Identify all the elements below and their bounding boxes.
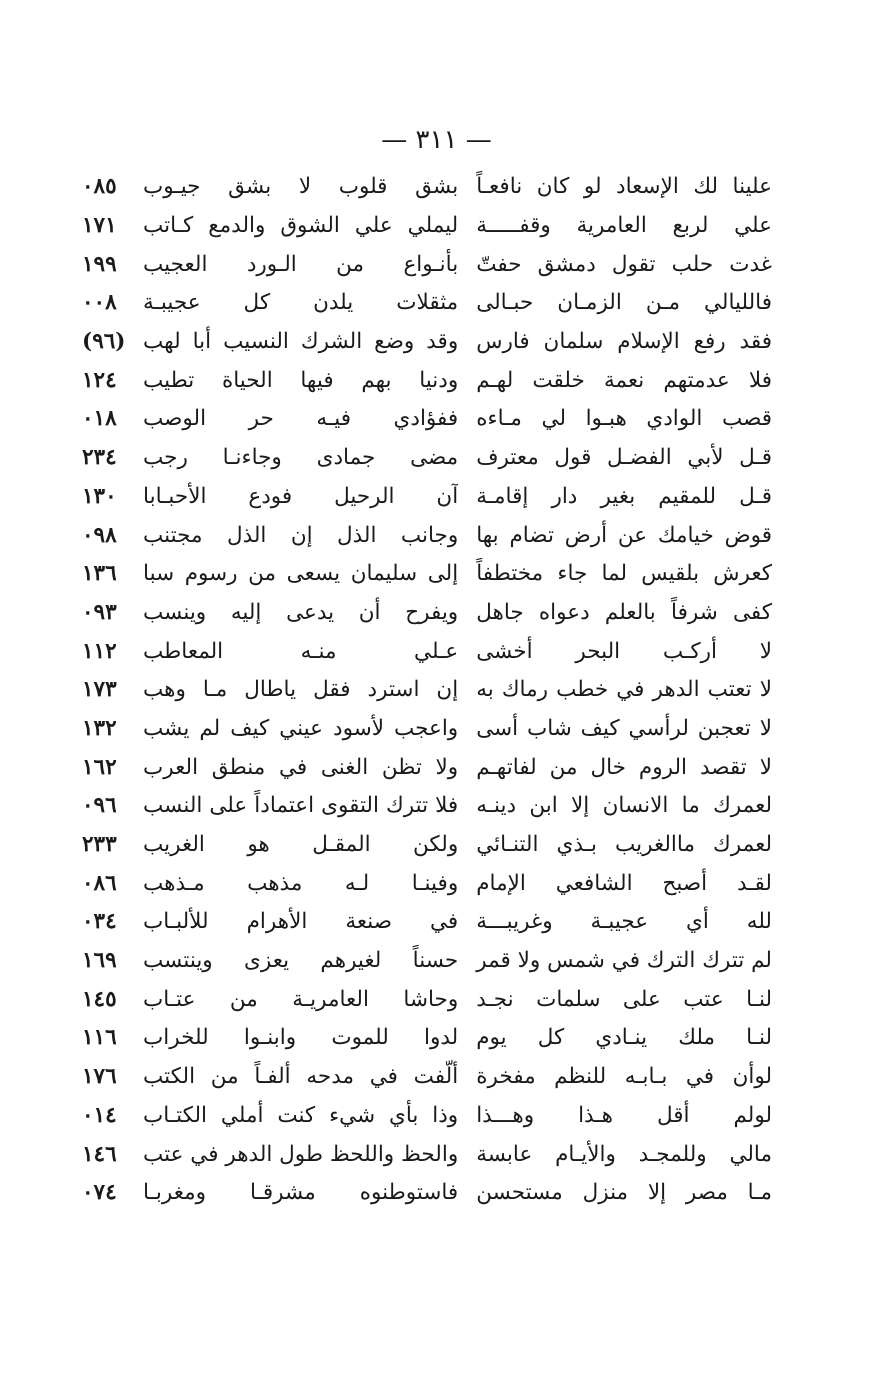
verse-entry [82, 555, 772, 594]
page-reference: ١٤٦ [82, 1141, 117, 1167]
second-hemistich: إن استرد فقل ياطال مـا وهب [143, 677, 459, 703]
page-reference: ١٢٤ [82, 367, 117, 393]
verse-entry [82, 400, 772, 439]
second-hemistich: ففؤادي فيـه حر الوصب [143, 406, 459, 432]
page-reference: ٢٣٣ [82, 832, 117, 858]
first-hemistich: لا أركـب البحر أخشى [476, 638, 772, 664]
verse-entry [82, 207, 772, 246]
verse-entry [82, 594, 772, 633]
second-hemistich: وحاشا العامريـة من عتـاب [143, 986, 459, 1012]
second-hemistich: ألّفت في مدحه ألفـاً من الكتب [143, 1064, 459, 1090]
first-hemistich: قـل للمقيم بغير دار إقامـة [476, 483, 772, 509]
page-number: — ٣١١ — [381, 125, 492, 155]
first-hemistich: لله أي عجيبـة وغريبـــة [476, 909, 772, 935]
first-hemistich: لوأن في بـابـه للنظم مفخرة [476, 1064, 772, 1090]
second-hemistich: عـلي منـه المعاطب [143, 638, 459, 664]
verse-entry [82, 439, 772, 478]
page-reference: ١١٢ [82, 638, 117, 664]
verse-entry [82, 284, 772, 323]
second-hemistich: مثقلات يلدن كل عجيبـة [143, 290, 459, 316]
verse-entry [82, 826, 772, 865]
verse-entry [82, 864, 772, 903]
first-hemistich: علي لربع العامرية وقفـــــة [476, 213, 772, 239]
second-hemistich: فلا تترك التقوى اعتماداً على النسب [143, 793, 459, 819]
verse-entry [82, 245, 772, 284]
first-hemistich: كفى شرفاً بالعلم دعواه جاهل [476, 599, 772, 625]
first-hemistich: فالليالي مـن الزمـان حبـالى [476, 290, 772, 316]
second-hemistich: ولكن المقـل هو الغريب [143, 832, 459, 858]
verse-entry [82, 516, 772, 555]
verse-entry [82, 1174, 772, 1213]
page-reference: ١١٦ [82, 1025, 117, 1051]
page-reference: ٠٩٨ [82, 522, 117, 548]
page-reference: ١٧٣ [82, 677, 117, 703]
second-hemistich: ويفرح أن يدعى إليه وينسب [143, 599, 459, 625]
page-reference: ٢٣٤ [82, 445, 117, 471]
second-hemistich: وذا بأي شيء كنت أملي الكتـاب [143, 1102, 459, 1128]
page-reference: ١٤٥ [82, 986, 117, 1012]
page-reference: ٠١٨ [82, 406, 117, 432]
page-reference: ١٣٦ [82, 561, 117, 587]
second-hemistich: وقد وضع الشرك النسيب أبا لهب [143, 329, 459, 355]
first-hemistich: لا تعجبن لرأسي كيف شاب أسى [476, 715, 772, 741]
page-reference: ١٧٦ [82, 1064, 117, 1090]
second-hemistich: آن الرحيل فودع الأحبـابا [143, 483, 459, 509]
first-hemistich: قصب الوادي هبـوا لي مـاءه [476, 406, 772, 432]
verse-entry [82, 748, 772, 787]
first-hemistich: قوض خيامك عن أرض تضام بها [476, 522, 772, 548]
verse-entry [82, 1019, 772, 1058]
verse-entry [82, 980, 772, 1019]
page-reference: ٠٨٦ [82, 870, 117, 896]
first-hemistich: لعمرك ماالغريب بـذي التنـائي [476, 832, 772, 858]
page-reference: ١٦٩ [82, 948, 117, 974]
verse-entry [82, 632, 772, 671]
second-hemistich: والحظ واللحظ طول الدهر في عتب [143, 1141, 459, 1167]
second-hemistich: فاستوطنوه مشرقـا ومغربـا [143, 1180, 459, 1206]
page-reference: ٠٣٤ [82, 909, 117, 935]
verse-entry [82, 168, 772, 207]
verse-entry [82, 478, 772, 517]
page-reference: ١٧١ [82, 213, 117, 239]
first-hemistich: مالي وللمجـد والأيـام عابسة [476, 1141, 772, 1167]
page-reference: (٩٦) [82, 329, 126, 355]
second-hemistich: لدوا للموت وابنـوا للخراب [143, 1025, 459, 1051]
verse-index-table [82, 168, 772, 1213]
page-reference: ٠١٤ [82, 1102, 117, 1128]
verse-index-body [82, 168, 772, 1213]
first-hemistich: لقـد أصبح الشافعي الإمام [476, 870, 772, 896]
verse-entry [82, 1058, 772, 1097]
second-hemistich: بأنـواع من الـورد العجيب [143, 251, 459, 277]
second-hemistich: حسناً لغيرهم يعزى وينتسب [143, 948, 459, 974]
verse-entry [82, 323, 772, 362]
page-reference: ٠٠٨ [82, 290, 117, 316]
second-hemistich: مضى جمادى وجاءنـا رجب [143, 445, 459, 471]
verse-entry [82, 361, 772, 400]
page-reference: ٠٨٥ [82, 174, 117, 200]
verse-entry [82, 787, 772, 826]
second-hemistich: واعجب لأسود عيني كيف لم يشب [143, 715, 459, 741]
second-hemistich: ولا تظن الغنى في منطق العرب [143, 754, 459, 780]
second-hemistich: ليملي علي الشوق والدمع كـاتب [143, 213, 459, 239]
page-reference: ١٦٢ [82, 754, 117, 780]
page-reference: ٠٩٦ [82, 793, 117, 819]
verse-entry [82, 1135, 772, 1174]
page-reference: ١٩٩ [82, 251, 117, 277]
first-hemistich: لم تترك الترك في شمس ولا قمر [476, 948, 772, 974]
first-hemistich: قـل لأبي الفضـل قول معترف [476, 445, 772, 471]
first-hemistich: لنـا ملك ينـادي كل يوم [476, 1025, 772, 1051]
second-hemistich: بشق قلوب لا بشق جيـوب [143, 174, 459, 200]
first-hemistich: لعمرك ما الانسان إلا ابن دينـه [476, 793, 772, 819]
verse-entry [82, 942, 772, 981]
first-hemistich: فلا عدمتهم نعمة خلقت لهـم [476, 367, 772, 393]
second-hemistich: وجانب الذل إن الذل مجتنب [143, 522, 459, 548]
first-hemistich: غدت حلب تقول دمشق حفتّ [476, 251, 772, 277]
second-hemistich: إلى سليمان يسعى من رسوم سبا [143, 561, 459, 587]
first-hemistich: علينا لك الإسعاد لو كان نافعـاً [476, 174, 772, 200]
first-hemistich: كعرش بلقيس لما جاء مختطفاً [476, 561, 772, 587]
first-hemistich: لنـا عتب على سلمات نجـد [476, 986, 772, 1012]
first-hemistich: مـا مصر إلا منزل مستحسن [476, 1180, 772, 1206]
verse-entry [82, 1097, 772, 1136]
verse-entry [82, 903, 772, 942]
first-hemistich: لولم أقل هـذا وهـــذا [476, 1102, 772, 1128]
verse-entry [82, 710, 772, 749]
page-reference: ٠٧٤ [82, 1180, 117, 1206]
first-hemistich: لا تعتب الدهر في خطب رماك به [476, 677, 772, 703]
page-reference: ١٣٢ [82, 715, 117, 741]
verse-entry [82, 671, 772, 710]
page-reference: ٠٩٣ [82, 599, 117, 625]
second-hemistich: في صنعة الأهرام للألبـاب [143, 909, 459, 935]
second-hemistich: وفينـا لـه مذهب مـذهب [143, 870, 459, 896]
first-hemistich: لا تقصد الروم خال من لفاتهـم [476, 754, 772, 780]
first-hemistich: فقد رفع الإسلام سلمان فارس [476, 329, 772, 355]
second-hemistich: ودنيا بهم فيها الحياة تطيب [143, 367, 459, 393]
page-reference: ١٣٠ [82, 483, 117, 509]
